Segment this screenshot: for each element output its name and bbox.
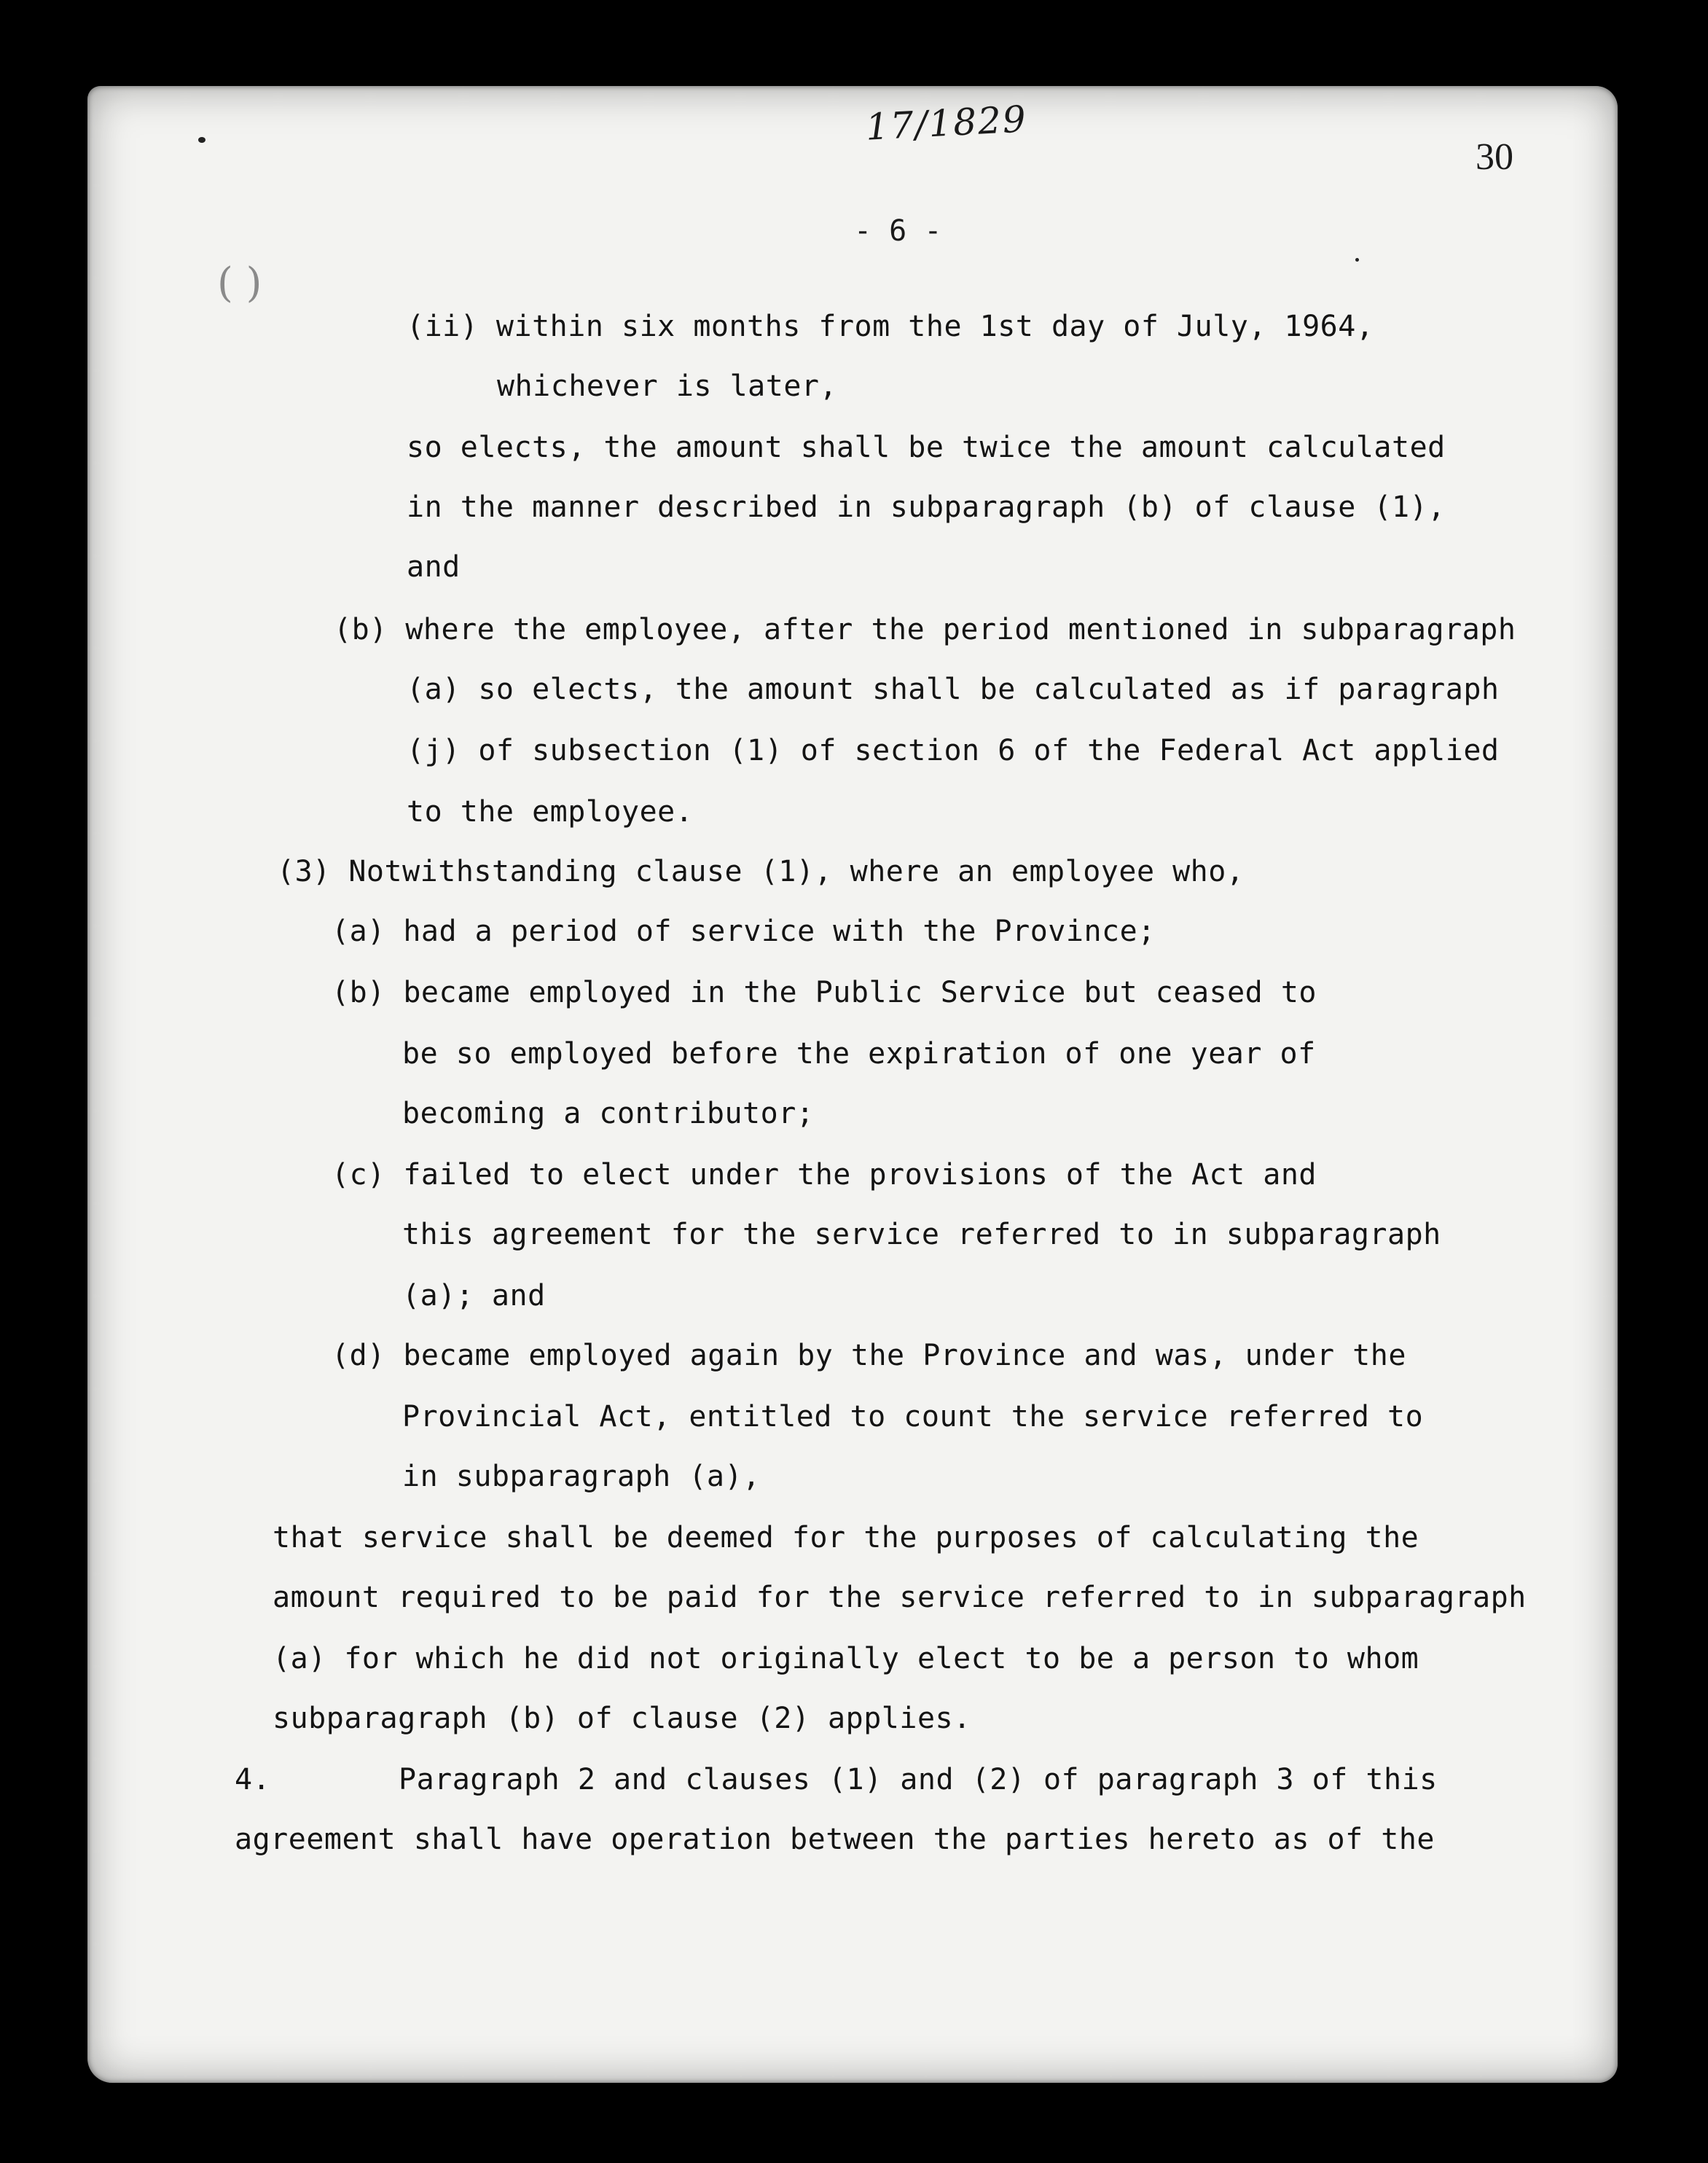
text-line: Provincial Act, entitled to count the service referred to	[402, 1400, 1424, 1433]
text-line: (a) had a period of service with the Province;	[332, 915, 1156, 948]
text-line: amount required to be paid for the service referred to in subparagraph	[273, 1581, 1527, 1614]
text-line: in the manner described in subparagraph (b) of clause (1),	[407, 490, 1446, 524]
text-line: so elects, the amount shall be twice the amount calculated	[407, 431, 1446, 464]
handwritten-reference: 17/1829	[864, 98, 1029, 149]
text-line: (a); and	[402, 1279, 546, 1313]
text-line: subparagraph (b) of clause (2) applies.	[273, 1702, 971, 1735]
page-number: 30	[1476, 136, 1513, 178]
text-line: Paragraph 2 and clauses (1) and (2) of paragraph 3 of this	[399, 1763, 1438, 1796]
text-line: agreement shall have operation between the parties hereto as of the	[235, 1823, 1435, 1856]
text-line: 4.	[235, 1763, 271, 1796]
text-line: becoming a contributor;	[402, 1097, 815, 1130]
text-line: to the employee.	[407, 795, 694, 829]
text-line: (b) where the employee, after the period mentioned in subparagraph	[334, 613, 1516, 646]
text-line: in subparagraph (a),	[402, 1460, 761, 1493]
text-line: (3) Notwithstanding clause (1), where an employee who,	[277, 855, 1245, 888]
text-line: (a) for which he did not originally elect to be a person to whom	[273, 1642, 1419, 1675]
ink-speck	[198, 137, 205, 143]
text-line: (a) so elects, the amount shall be calculated as if paragraph	[407, 673, 1500, 706]
text-line: (c) failed to elect under the provisions of the Act and	[332, 1158, 1317, 1192]
text-line: be so employed before the expiration of one year of	[402, 1037, 1316, 1071]
text-line: (b) became employed in the Public Service but ceased to	[332, 976, 1317, 1009]
page-index: - 6 -	[854, 214, 942, 248]
text-line: (ii) within six months from the 1st day of July, 1964,	[407, 310, 1374, 343]
text-line: this agreement for the service referred to in subparagraph	[402, 1218, 1441, 1251]
text-line: whichever is later,	[497, 369, 838, 403]
text-line: that service shall be deemed for the purposes of calculating the	[273, 1521, 1419, 1554]
ink-speck	[1355, 258, 1359, 262]
margin-mark: ( )	[217, 259, 262, 307]
text-line: (d) became employed again by the Province and was, under the	[332, 1339, 1406, 1372]
text-line: (j) of subsection (1) of section 6 of the Federal Act applied	[407, 734, 1500, 767]
text-line: and	[407, 550, 461, 584]
